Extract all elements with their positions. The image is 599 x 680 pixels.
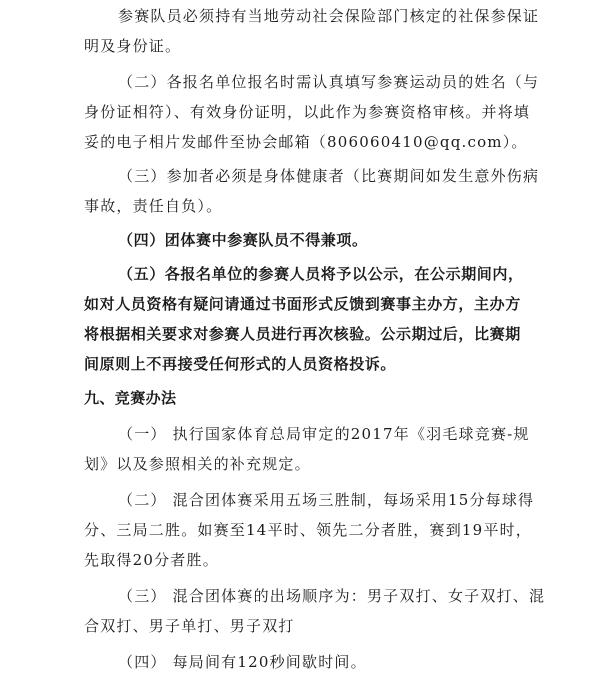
text-line: （三） 混合团体赛的出场顺序为：男子双打、女子双打、混 (118, 587, 546, 605)
text-line: 分、三局二胜。如赛至14平时、领先二分者胜，赛到19平时， (84, 521, 532, 539)
text-line: （二）各报名单位报名时需认真填写参赛运动员的姓名（与 (118, 73, 540, 91)
text-line: 合双打、男子单打、男子双打 (84, 617, 295, 635)
text-line: 如对人员资格有疑问请通过书面形式反馈到赛事主办方，主办方 (84, 295, 521, 313)
text-line: 间原则上不再接受任何形式的人员资格投诉。 (84, 355, 397, 373)
text-line: （四） 每局间有120秒间歇时间。 (118, 653, 367, 671)
text-line: 划》以及参照相关的补充规定。 (84, 455, 311, 473)
text-line: 明及身份证。 (84, 37, 182, 55)
text-line: （一） 执行国家体育总局审定的2017年《羽毛球竞赛-规 (118, 425, 530, 443)
text-line: （三）参加者必须是身体健康者（比赛期间如发生意外伤病 (118, 167, 540, 185)
text-line: 妥的电子相片发邮件至协会邮箱（806060410@qq.com）。 (84, 133, 528, 151)
text-line: 先取得20分者胜。 (84, 551, 219, 569)
text-line: （二） 混合团体赛采用五场三胜制，每场采用15分每球得 (118, 491, 535, 509)
text-line: （五）各报名单位的参赛人员将予以公示，在公示期间内， (118, 265, 524, 283)
text-line: 将根据相关要求对参赛人员进行再次核验。公示期过后，比赛期 (84, 325, 521, 343)
text-line: 事故，责任自负）。 (84, 197, 223, 215)
section-heading: 九、竞赛办法 (84, 389, 177, 407)
text-line: （四）团体赛中参赛队员不得兼项。 (118, 231, 368, 249)
text-line: 参赛队员必须持有当地劳动社会保险部门核定的社保参保证 (118, 7, 540, 25)
text-line: 身份证相符）、有效身份证明，以此作为参赛资格审核。并将填 (84, 103, 531, 121)
